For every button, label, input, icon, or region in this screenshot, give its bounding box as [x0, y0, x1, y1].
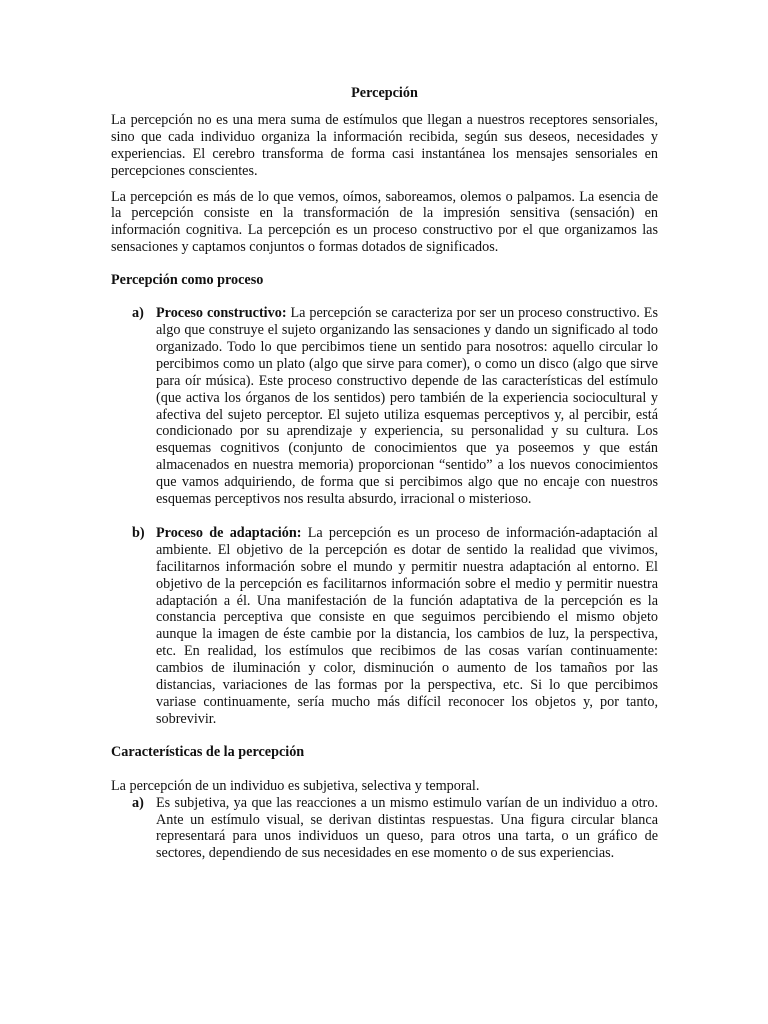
list-item-adaptation — [111, 525, 658, 728]
section-heading-characteristics: Características de la percepción — [111, 743, 305, 760]
characteristics-list — [111, 795, 658, 863]
list-marker: a) — [132, 794, 144, 811]
list-item-text: La percepción es un proceso de información-adaptación al ambiente. El objetivo de la percepción es dotar de sentido la realidad que vivimos, facilitarnos información sobre el mundo y permitir nuestra adaptación al entorno. El objetivo de la percepción es facilitarnos información sobre el medio y permitir nuestra adaptación a él. Una manifestación de la función adaptativa de la percepción es la constancia perceptiva que consiste en que seguimos percibiendo el mismo objeto aunque la imagen de éste cambie por la distancia, los cambios de luz, la perspectiva, etc. En realidad, los estímulos que recibimos de las cosas varían continuamente: cambios de iluminación y color, disminución o aumento de los tamaños por las distancias, variaciones de las formas por la perspectiva, etc. Si lo que percibimos variase continuamente, sería mucho más difícil reconocer los objetos y, por tanto, sobrevivir. — [156, 524, 658, 727]
list-item-text: La percepción se caracteriza por ser un proceso constructivo. Es algo que construye el sujeto organizando las sensaciones y dando un significado al todo organizado. Todo lo que percibimos tiene un sentido para nosotros: aquello circular lo percibimos como un plato (algo que sirve para comer), o como un disco (algo que sirve para oír música). Este proceso constructivo depende de las características del estímulo (que activa los órganos de los sentidos) pero también de la experiencia sociocultural y afectiva del sujeto perceptor. El sujeto utiliza esquemas perceptivos y, al percibir, está condicionado por su aprendizaje y experiencia, su personalidad y su cultura. Los esquemas cognitivos (conjunto de conocimientos que ya poseemos y que están almacenados en nuestra memoria) proporcionan “sentido” a los nuevos conocimientos que vamos adquiriendo, de forma que si percibimos algo que no encaje con nuestros esquemas perceptivos nos resulta absurdo, irracional o misterioso. — [156, 305, 658, 508]
list-item-constructive — [111, 305, 658, 508]
list-item-body — [156, 525, 658, 728]
list-marker: a) — [132, 305, 144, 322]
paragraph-definition: La percepción es más de lo que vemos, oímos, saboreamos, olemos o palpamos. La esencia de la percepción consiste en la transformación de la impresión sensitiva (sensación) en información cognitiva. La percepción es un proceso constructivo por el que organizamos las sensaciones y captamos conjuntos o formas dotados de significados. — [111, 188, 658, 256]
document-title: Percepción — [351, 85, 418, 101]
paragraph-intro: La percepción no es una mera suma de estímulos que llegan a nuestros receptores sensoriales, sino que cada individuo organiza la información recibida, según sus deseos, necesidades y experiencias. El cerebro transforma de forma casi instantánea los mensajes sensoriales en percepciones conscientes. — [111, 111, 658, 179]
document-page — [111, 85, 658, 862]
list-item-lead: Proceso de adaptación: — [156, 524, 302, 541]
list-item-body — [156, 305, 658, 508]
process-list — [111, 305, 658, 728]
list-marker: b) — [132, 524, 145, 541]
list-item-subjective — [111, 795, 658, 863]
section-heading-process: Percepción como proceso — [111, 272, 264, 289]
list-item-lead: Proceso constructivo: — [156, 305, 287, 322]
list-item-text: Es subjetiva, ya que las reacciones a un mismo estimulo varían de un individuo a otro. Ante un estímulo visual, se derivan distintas respuestas. Una figura circular blanca representará para unos individuos un queso, para otros una tarta, o un gráfico de sectores, dependiendo de sus necesidades en ese momento o de sus experiencias. — [156, 794, 658, 862]
characteristics-intro: La percepción de un individuo es subjetiva, selectiva y temporal. — [111, 777, 480, 794]
